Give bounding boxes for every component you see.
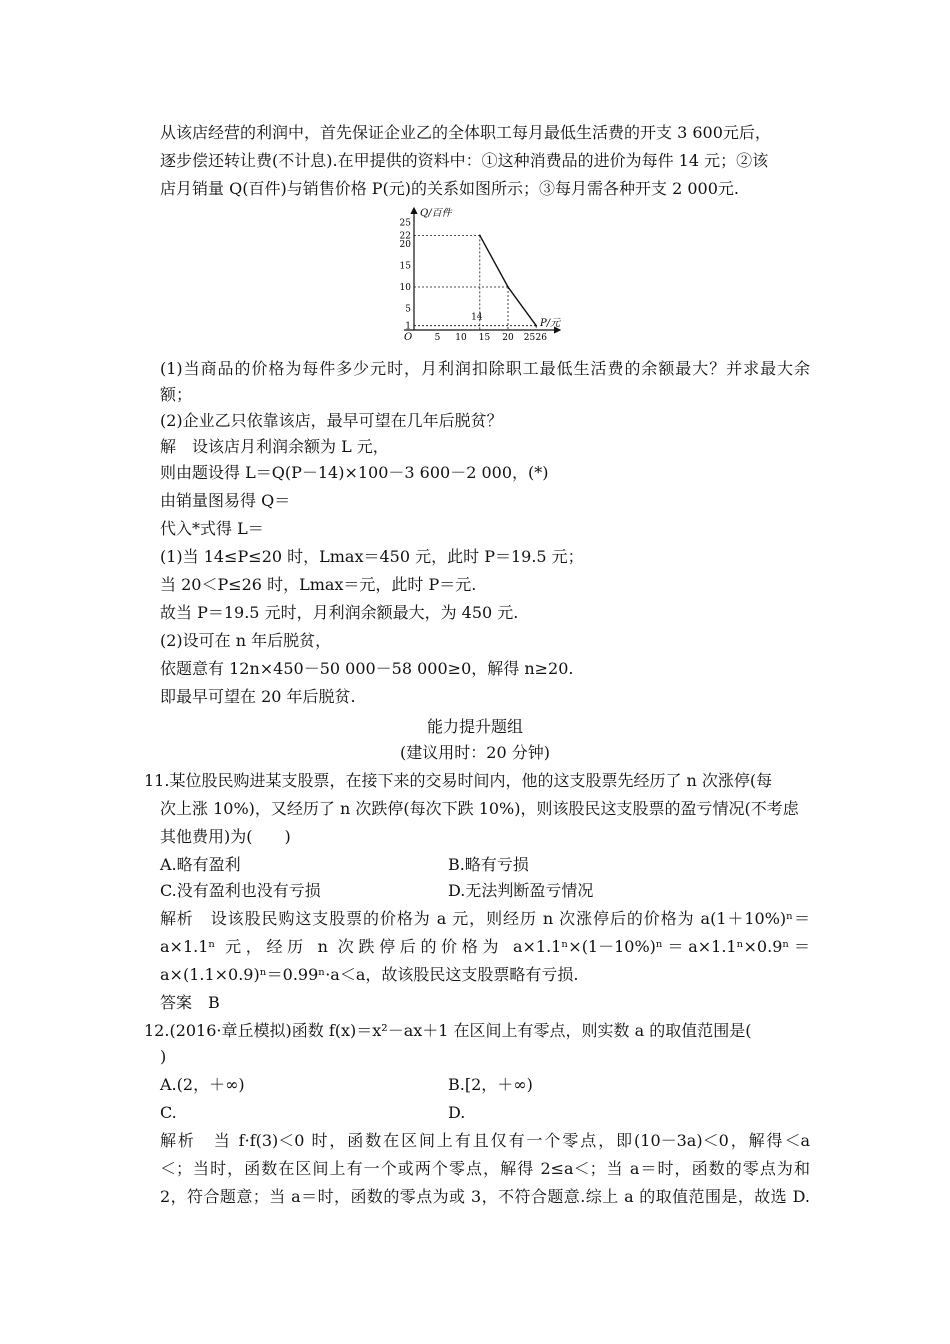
q11-analysis-3: a×(1.1×0.9)ⁿ＝0.99ⁿ·a＜a，故该股民这支股票略有亏损. <box>160 965 579 984</box>
question-part-1-cont: 额； <box>160 385 193 404</box>
q11-line-3: 其他费用)为( ) <box>160 827 291 846</box>
q11-analysis-2: a×1.1ⁿ 元，经历 n 次跌停后的价格为 a×1.1ⁿ×(1－10%)ⁿ＝a×1.1ⁿ×0.9ⁿ＝ <box>160 937 810 956</box>
section-subtitle: (建议用时：20 分钟) <box>400 743 550 762</box>
axis-ticks <box>400 219 548 344</box>
y-tick-label: 10 <box>399 283 411 293</box>
solution-line-2: 则由题设得 L＝Q(P－14)×100－3 600－2 000，(*) <box>160 463 549 482</box>
x-tick-label: 26 <box>535 333 547 343</box>
x-tick-label: 25 <box>523 333 536 343</box>
data-point <box>535 325 537 327</box>
q11-answer: 答案 B <box>160 993 220 1012</box>
solution-line-5: (1)当 14≤P≤20 时，Lmax＝450 元，此时 P＝19.5 元； <box>160 547 584 566</box>
y-tick-label: 22 <box>399 231 411 242</box>
y-axis-label: Q/百件 <box>420 208 452 219</box>
q12-analysis-2: ＜；当时，函数在区间上有一个或两个零点，解得 2≤a＜；当 a＝时，函数的零点为和 <box>160 1159 810 1178</box>
q11-option-a: A.略有盈利 <box>160 855 241 874</box>
question-part-1: (1)当商品的价格为每件多少元时，月利润扣除职工最低生活费的余额最大？并求最大余 <box>160 359 810 378</box>
data-point <box>507 286 509 288</box>
y-tick-label: 5 <box>405 304 411 315</box>
sales-graph <box>390 204 570 344</box>
solution-line-3: 由销量图易得 Q＝ <box>160 491 291 510</box>
solution-line-4: 代入*式得 L＝ <box>160 519 264 538</box>
solution-line-10: 即最早可望在 20 年后脱贫. <box>160 687 356 706</box>
x-tick-label: 10 <box>455 333 467 343</box>
x-tick-label: 20 <box>502 333 514 343</box>
q12-option-d: D. <box>448 1103 466 1122</box>
intro-line-2: 逐步偿还转让费(不计息).在甲提供的资料中：①这种消费品的进价为每件 14 元；②该 <box>160 151 769 170</box>
solution-line-7: 故当 P＝19.5 元时，月利润余额最大，为 450 元. <box>160 603 519 622</box>
x-tick-label: 5 <box>434 333 441 343</box>
data-point <box>479 235 481 237</box>
q12-analysis-3: 2，符合题意；当 a＝时，函数的零点为或 3，不符合题意.综上 a 的取值范围是，故选 D. <box>160 1187 810 1206</box>
q11-option-b: B.略有亏损 <box>448 855 529 874</box>
solution-line-6: 当 20＜P≤26 时，Lmax＝元，此时 P＝元. <box>160 575 477 594</box>
intro-line-3: 店月销量 Q(百件)与销售价格 P(元)的关系如图所示；③每月需各种开支 2 000元. <box>160 179 740 198</box>
y-tick-label: 1 <box>405 321 411 332</box>
q11-option-c: C.没有盈利也没有亏损 <box>160 881 321 900</box>
q12-option-a: A.(2，＋∞) <box>160 1075 245 1094</box>
point-label-14: 14 <box>471 312 483 323</box>
q12-line-2: ) <box>160 1047 167 1066</box>
x-axis-label: P/元 <box>540 318 561 329</box>
y-tick-label: 15 <box>399 261 411 272</box>
section-title: 能力提升题组 <box>426 717 523 736</box>
q12-analysis-1: 解析 当 f·f(3)＜0 时，函数在区间上有且仅有一个零点，即(10－3a)＜0，解得＜a <box>160 1131 810 1150</box>
y-tick-label: 25 <box>399 218 411 229</box>
q11-analysis-1: 解析 设该股民购这支股票的价格为 a 元，则经历 n 次涨停后的价格为 a(1＋10%)ⁿ＝ <box>160 909 810 928</box>
x-tick-label: 15 <box>478 333 491 343</box>
q12-option-c: C. <box>160 1103 177 1122</box>
solution-line-8: (2)设可在 n 年后脱贫， <box>160 631 332 650</box>
y-tick-label: 20 <box>399 240 411 250</box>
solution-line-9: 依题意有 12n×450－50 000－58 000≥0，解得 n≥20. <box>160 659 574 678</box>
q12-option-b: B.[2，＋∞) <box>448 1075 533 1094</box>
origin-label: O <box>404 332 413 343</box>
q12-line-1: 12.(2016·章丘模拟)函数 f(x)＝x²－ax＋1 在区间上有零点，则实数 a 的取值范围是( <box>144 1021 752 1040</box>
q11-line-1: 11.某位股民购进某支股票，在接下来的交易时间内，他的这支股票先经历了 n 次涨停(每 <box>144 771 773 790</box>
q11-line-2: 次上涨 10%)，又经历了 n 次跌停(每次下跌 10%)，则该股民这支股票的盈亏情况(不考虑 <box>160 799 799 818</box>
question-part-2: (2)企业乙只依靠该店，最早可望在几年后脱贫？ <box>160 411 503 430</box>
intro-line-1: 从该店经营的利润中，首先保证企业乙的全体职工每月最低生活费的开支 3 600元后， <box>160 123 771 142</box>
q11-option-d: D.无法判断盈亏情况 <box>448 881 594 900</box>
solution-line-1: 解 设该店月利润余额为 L 元， <box>160 437 389 456</box>
